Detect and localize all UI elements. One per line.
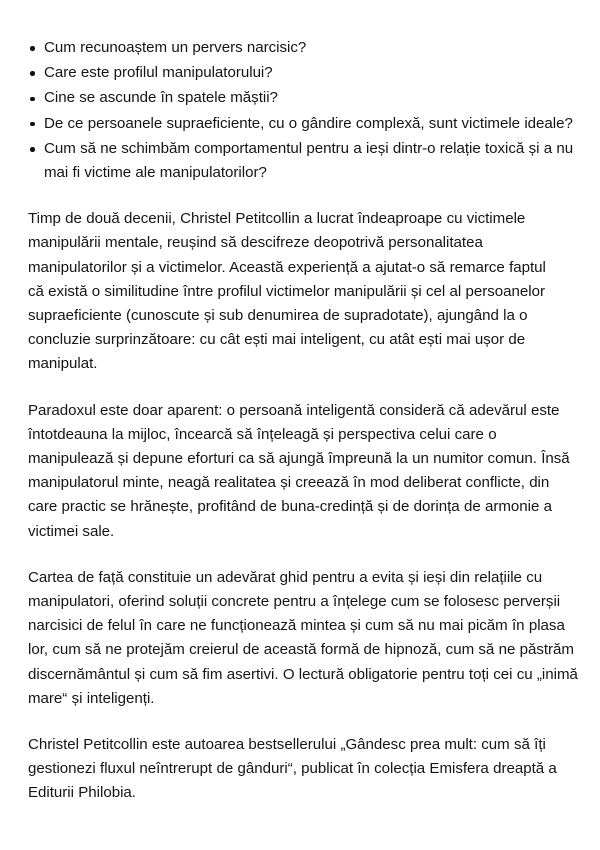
paragraph-intro: Timp de două decenii, Christel Petitcollin a lucrat îndeaproape cu victimele manipulării mentale, reușind să descifreze deopotrivă personalitatea manipulatorilor și a victimelor. Această experiență a ajutat-o să remarce faptul că există o similitudine între profilul victimelor manipulării și cel al persoanelor supraeficiente (cunoscute și sub denumirea de supradotate), ajungând la o concluzie surprinzătoare: cu cât ești mai inteligent, cu atât ești mai ușor de manipulat. — [28, 210, 546, 373]
question-list — [28, 36, 582, 185]
question-text: De ce persoanele supraeficiente, cu o gândire complexă, sunt victimele ideale? — [44, 114, 573, 132]
question-text: Cum recunoaștem un pervers narcisic? — [44, 39, 307, 56]
paragraph-guide: Cartea de față constituie un adevărat ghid pentru a evita și ieși din relațiile cu manipulatori, oferind soluții concrete pentru a înțelege cum se folosesc perverșii narcisici de felul în care ne funcționează mintea și cum să nu mai picăm în plasa lor, cum să ne protejăm creierul de această formă de hipnoză, cum să ne păstrăm discernământul și cum să fim asertivi. O lectură obligatorie pentru toți cei cu „inimă mare“ și inteligenți. — [28, 568, 578, 707]
question-text: Cine se ascunde în spatele măștii? — [44, 89, 278, 107]
list-item — [28, 36, 582, 60]
list-item — [28, 61, 582, 85]
bullet-icon — [30, 71, 35, 76]
list-item — [28, 137, 582, 185]
blurb-content — [28, 36, 582, 806]
bullet-icon — [30, 147, 35, 152]
list-item — [28, 86, 582, 110]
bullet-icon — [30, 46, 35, 51]
question-text: Cum să ne schimbăm comportamentul pentru a ieși dintr-o relație toxică și a nu mai fi victime ale manipulatorilor? — [44, 139, 574, 182]
question-text: Care este profilul manipulatorului? — [44, 64, 273, 82]
bullet-icon — [30, 97, 35, 102]
paragraph-paradox: Paradoxul este doar aparent: o persoană inteligentă consideră că adevărul este întotdeauna la mijloc, încearcă să înțeleagă și perspectiva celui care o manipulează și depune eforturi ca să ajungă împreună la un numitor comun. Însă manipulatorul minte, neagă realitatea și creează în mod deliberat conflicte, din care practic se hrănește, profitând de buna-credință și de dorința de armonie a victimei sale. — [28, 401, 570, 540]
bullet-icon — [30, 122, 35, 127]
body-text — [28, 207, 582, 805]
paragraph-author: Christel Petitcollin este autoarea bestsellerului „Gândesc prea mult: cum să îți gestionezi fluxul neîntrerupt de gânduri“, publicat în colecția Emisfera dreaptă a Editurii Philobia. — [28, 736, 557, 802]
list-item — [28, 112, 582, 136]
